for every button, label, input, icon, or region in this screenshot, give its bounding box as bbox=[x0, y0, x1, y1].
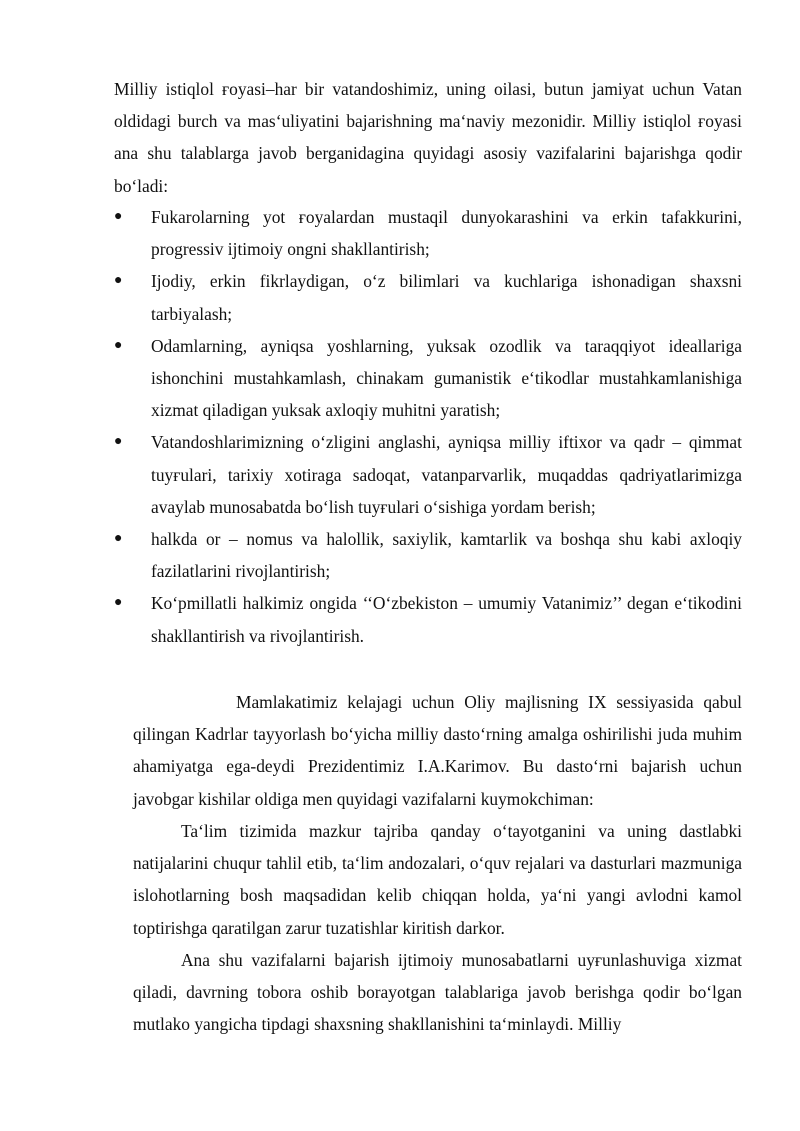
list-item-text: Odamlarning, ayniqsa yoshlarning, yuksak ozodlik va taraqqiyot ideallariga ishonchini mustahkamlash, chinakam gumanistik e‘tikodlar mustahkamlanishiga xizmat qiladigan yuksak axloqiy muhitni yaratish; bbox=[151, 335, 742, 421]
list-item-text: halkda or – nomus va halollik, saxiylik, kamtarlik va boshqa shu kabi axloqiy fazilatlarini rivojlantirish; bbox=[151, 529, 742, 582]
list-item-text: Vatandoshlarimizning o‘zligini anglashi, ayniqsa milliy iftixor va qadr – qimmat tuyғulari, tarixiy xotiraga sadoqat, vatanparvarlik, muqaddas qadriyatlarimizga avaylab munosabatda bo‘lish tuyғulari o‘sishiga yordam berish; bbox=[151, 432, 742, 517]
bullet-icon: ● bbox=[114, 209, 123, 224]
list-item bbox=[114, 587, 742, 651]
body-paragraph-tasks: Ana shu vazifalarni bajarish ijtimoiy munosabatlarni uyғunlashuviga xizmat qiladi, davrning tobora oshib borayotgan talablariga javob berishga qodir bo‘lgan mutlako yangicha tipdagi shaxsning shakllanishini ta‘minlaydi. Milliy bbox=[133, 950, 742, 1035]
intro-paragraph: Milliy istiqlol ғoyasi–har bir vatandoshimiz, uning oilasi, butun jamiyat uchun Vatan oldidagi burch va mas‘uliyatini bajarishning ma‘naviy mezonidir. Milliy istiqlol ғoyasi ana shu talablarga javob berganidagina quyidagi asosiy vazifalarini bajarishga qodir bo‘ladi: bbox=[114, 79, 742, 196]
bullet-icon: ● bbox=[114, 434, 123, 450]
body-paragraph-program: Mamlakatimiz kelajagi uchun Oliy majlisning IX sessiyasida qabul qilingan Kadrlar tayyorlash bo‘yicha milliy dasto‘rning amalga oshirilishi juda muhim ahamiyatga ega-deydi Prezidentimiz I.A.Karimov. Bu dasto‘rni bajarish uchun javobgar kishilar oldiga men quyidagi vazifalarni kuymokchiman: bbox=[133, 692, 742, 809]
bullet-icon: ● bbox=[114, 337, 123, 353]
bullet-icon: ● bbox=[114, 531, 123, 547]
bullet-icon: ● bbox=[114, 595, 123, 611]
list-item bbox=[114, 330, 742, 427]
list-item-text: Ijodiy, erkin fikrlaydigan, o‘z bilimlari va kuchlariga ishonadigan shaxsni tarbiyalash; bbox=[151, 271, 742, 324]
list-item bbox=[114, 201, 742, 265]
bullet-icon: ● bbox=[114, 273, 123, 289]
list-item bbox=[114, 523, 742, 587]
list-item bbox=[114, 426, 742, 523]
list-item-text: Fukarolarning yot ғoyalardan mustaqil dunyokarashini va erkin tafakkurini, progressiv ijtimoiy ongni shakllantirish; bbox=[151, 207, 742, 260]
body-paragraph-education: Ta‘lim tizimida mazkur tajriba qanday o‘tayotganini va uning dastlabki natijalarini chuqur tahlil etib, ta‘lim andozalari, o‘quv rejalari va dasturlari mazmuniga islohotlarning bosh maqsadidan kelib chiqqan holda, ya‘ni yangi avlodni kamol toptirishga qaratilgan zarur tuzatishlar kiritish darkor. bbox=[133, 821, 742, 938]
list-item bbox=[114, 265, 742, 329]
list-item-text: Ko‘pmillatli halkimiz ongida ‘‘O‘zbekiston – umumiy Vatanimiz’’ degan e‘tikodini shakllantirish va rivojlantirish. bbox=[151, 593, 742, 646]
task-bullet-list bbox=[114, 201, 742, 652]
